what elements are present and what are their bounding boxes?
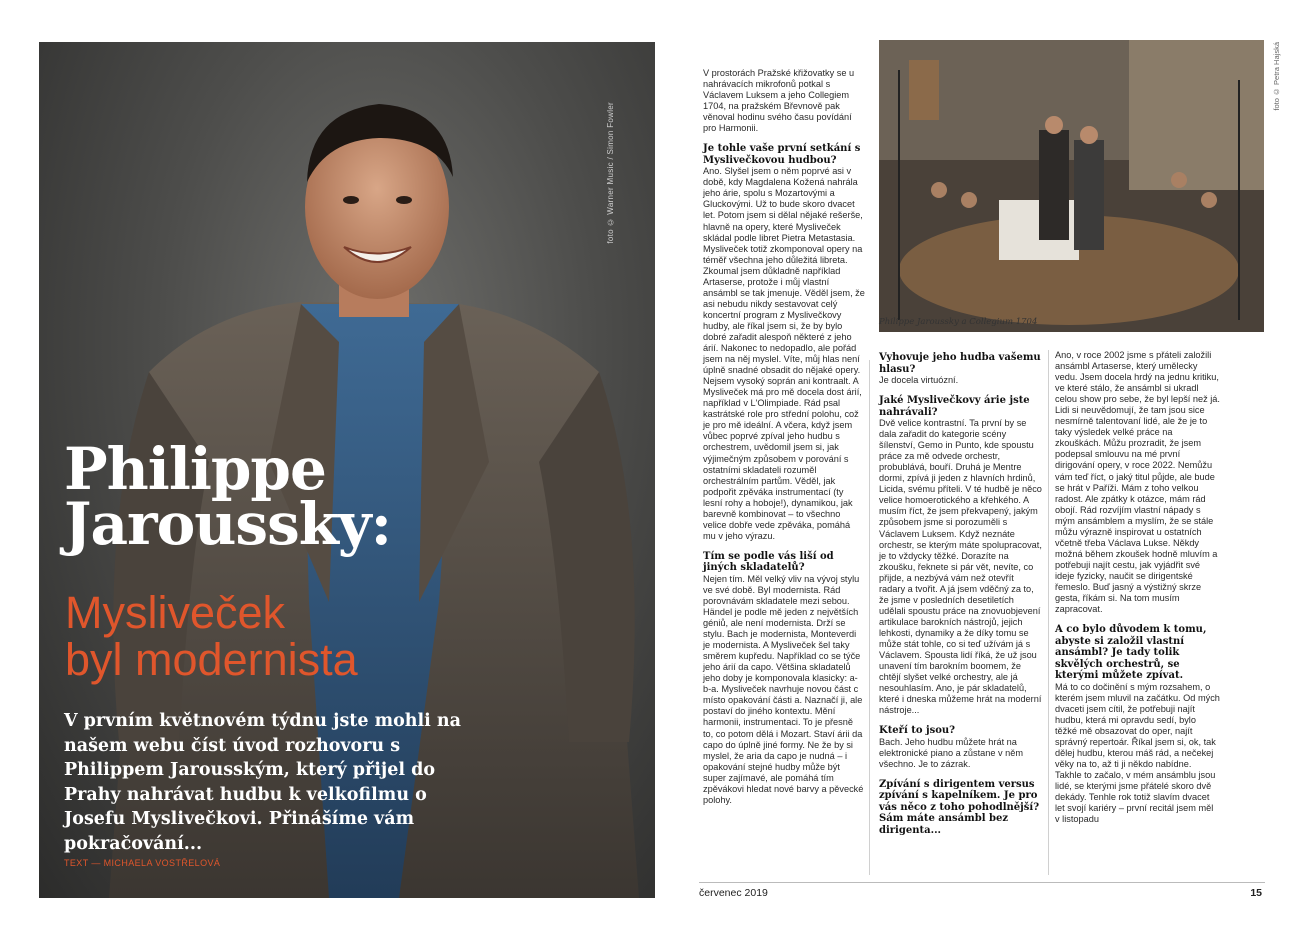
column-2 [879, 343, 1042, 836]
article-title [64, 435, 392, 558]
article-page [655, 20, 1281, 920]
question-heading: Tím se podle vás liší od jiných skladatelů? [703, 550, 834, 574]
answer-paragraph: Bach. Jeho hudbu můžete hrát na elektronické piano a zůstane v něm všechno. Je to zázrak. [879, 736, 1024, 769]
question-heading: Kteří to jsou? [879, 725, 956, 737]
subtitle-line-2: byl modernista [65, 634, 358, 685]
recording-session-photo [879, 40, 1264, 332]
question-heading: Vyhovuje jeho hudba vašemu hlasu? [879, 352, 1041, 375]
question-heading: Jaké Myslivečkovy árie jste nahrávali? [879, 395, 1030, 418]
answer-paragraph: Dvě velice kontrastní. Ta první by se dala zařadit do kategorie scény šílenství, Gemo in Punto, kde spoustu práce za mě odvede orchestr, probublává, bouří. Druhá je Mentre dormi, zpívá ji jeden z hlavních hrdinů, Licida, svému příteli. V té hudbě je něco velice homoerotického a křehkého. A musím říct, že jsem překvapený, jakým způsobem jsme si porozuměli s Václavem Luksem. Když neznáte orchestr, se kterým máte spolupracovat, je to vždycky těžké. Dorazíte na zkoušku, řeknete si pár vět, nevíte, co přijde, a nezbývá vám než otevřít radary a tvořit. A já jsem vděčný za to, že jsme v posledních desetiletích udělali spoustu práce na znovuobjevení artikulace barokních nástrojů, jejich lehkosti, dynamiky a že díky tomu se může stát tohle, co si teď užívám já s Václavem. Spousta lidí říká, že už jsou unavení tím barokním boomem, že chtějí slyšet velké orchestry, ale já nesouhlasím. Ano, je pár skladatelů, které i dneska můžeme hrát na moderní nástroje... [879, 418, 1042, 716]
question-heading: Zpívání s dirigentem versus zpívání s kapelníkem. Je pro vás něco z toho pohodlnější? Sám máte ansámbl bez dirigenta... [879, 778, 1040, 836]
cover-photo-page [39, 42, 655, 898]
column-divider [1048, 350, 1049, 875]
answer-paragraph: Je docela virtuózní. [879, 375, 959, 385]
recording-session-image [879, 40, 1264, 332]
footer-date: červenec 2019 [699, 887, 768, 899]
question-heading: Je tohle vaše první setkání s Myslivečkovou hudbou? [703, 143, 861, 166]
column-divider [869, 360, 870, 875]
answer-paragraph: Ano, v roce 2002 jsme s přáteli založili ansámbl Artaserse, který umělecky vedu. Jsem docela hrdý na jednu kritiku, ve které stálo, že ansámbl si ukradl celou show pro sebe, že byl lepší než já. Lidi si neuvědomují, že tam jsou sice nesmírně talentovaní lidé, ale že je to taky výsledek velké práce na zkouškách. Můžu prozradit, že jsem podepsal smlouvu na mé první dirigování opery, v roce 2022. Nemůžu vám teď říct, o jaký titul půjde, ale bude se hrát v Paříži. Mám z toho velkou radost. Ale zpátky k otázce, mám rád obojí. Rád rozvíjím vlastní nápady s mým ansámblem a myslím, že se stále můžu výrazně inspirovat u ostatních včetně třeba Václava Lukse. Někdy možná během zkoušek hodně mluvím a potřebuji najít cestu, jak vyjádřit své ideje fyzicky, naučit se dirigentské řemeslo. Buď jasný a výstižný skrze gesta, říkám si. Na tom musím zapracovat. [1055, 350, 1220, 615]
intro-paragraph: V prostorách Pražské křižovatky se u nahrávacích mikrofonů potkal s Václavem Luksem a jeho Collegiem 1704, na pražském Břevnově pak věnoval hodinu svého času povídání pro Harmonii. [703, 68, 855, 134]
photo-caption: Philippe Jaroussky a Collegium 1704 [879, 317, 1038, 327]
article-subtitle [65, 589, 358, 683]
title-line-1: Philippe [64, 435, 326, 503]
subtitle-line-1: Mysliveček [65, 587, 286, 638]
answer-paragraph: Ano. Slyšel jsem o něm poprvé asi v době, kdy Magdalena Kožená nahrála jeho árie, spolu s Mozartovými a Gluckovými. Už to bude skoro dvacet let. Potom jsem si dělal nějaké rešerše, hlavně na opery, které Mysliveček skládal podle libret Pietra Metastasia. Mysliveček totiž zkomponoval opery na téměř všechna jeho důležitá libreta. Zkoumal jsem důkladně například Artaserse, protože i můj vlastní ansámbl se tak jmenuje. Věděl jsem, že asi nebudu nikdy sestavovat celý koncertní program z Myslivečkovy hudby, ale říkal jsem si, že by bylo dobré zařadit alespoň některé z jeho árií. Nakonec to nedopadlo, ale pořád jsem na něj myslel. Víte, můj hlas není úplně snadné obsadit do nějaké opery. Nejsem vysoký soprán ani kontraalt. A Mysliveček má pro mě docela dost árií, například v L'Olimpiade. Rád psal kastrátské role pro střední polohu, což je pro mě ideální. A včera, když jsem vůbec poprvé zpíval jeho hudbu s orchestrem, uvědomil jsem si, jak výjimečným způsobem v porování s ostatními skladateli rozuměl orchestrálním partům. Věděl, jak podpořit zpěváka instrumentací (ty lesní rohy a hoboje!), dynamikou, jak barevně kombinovat – to všechno velice dobře vede zpěváka, pomáhá mu v jeho výrazu. [703, 166, 865, 541]
footer-rule [699, 882, 1265, 883]
byline: TEXT — MICHAELA VOSTŘELOVÁ [64, 858, 221, 868]
lead-paragraph: V prvním květnovém týdnu jste mohli na našem webu číst úvod rozhovoru s Philippem Jarousským, který přijel do Prahy nahrávat hudbu k velkofilmu o Josefu Myslivečkovi. Přinášíme vám pokračování... [64, 711, 461, 854]
photo-credit: foto © Warner Music / Simon Fowler [606, 102, 615, 244]
page-number: 15 [1250, 887, 1262, 899]
title-line-2: Jaroussky: [64, 490, 392, 558]
photo-credit: foto © Petra Hajská [1272, 42, 1281, 111]
column-3 [1055, 350, 1220, 825]
column-1 [703, 68, 865, 806]
answer-paragraph: Má to co dočinění s mým rozsahem, o kterém jsem mluvil na začátku. Od mých dvaceti jsem cítil, že potřebuji najít hudbu, která mi opravdu sedí, bylo těžké mě obsazovat do oper, najít správný repertoár. Říkal jsem si, ok, tak dělej hudbu, kterou máš rád, a nečekej věky na to, až ti ji někdo nabídne. Takhle to začalo, v mém ansámblu jsou lidé, se kterými jsme přátelé skoro dvě dekády. Tenhle rok totiž slavím dvacet let svojí kariéry – první recitál jsem měl v listopadu [1055, 681, 1220, 825]
question-heading: A co bylo důvodem k tomu, abyste si založil vlastní ansámbl? Je tady tolik skvělých orchestrů, se kterými můžete zpívat. [1055, 624, 1207, 682]
answer-paragraph: Nejen tím. Měl velký vliv na vývoj stylu ve své době. Byl modernista. Rád porovnávám skladatele mezi sebou. Händel je podle mě jeden z největších géniů, ale není modernista. Drží se stylu. Bach je modernista, Monteverdi je modernista. A Mysliveček šel taky směrem kupředu. Například co se týče jeho árií da capo. Většina skladatelů jeho doby je komponovala klasicky: a-b-a. Mysliveček navrhuje novou část c místo opakování části a. Naznačí ji, ale postaví do jiného kontextu. Mění harmonii, instrumentaci. To je přesně to, co potom dělá i Mozart. Staví árii da capo do úplně jiné formy. Ne že by si myslel, že aria da capo je nudná – i opakování stejné hudby může být super zajímavé, ale pomáhá tím zpěvákovi hledat nové barvy a pěvecké polohy. [703, 573, 864, 805]
